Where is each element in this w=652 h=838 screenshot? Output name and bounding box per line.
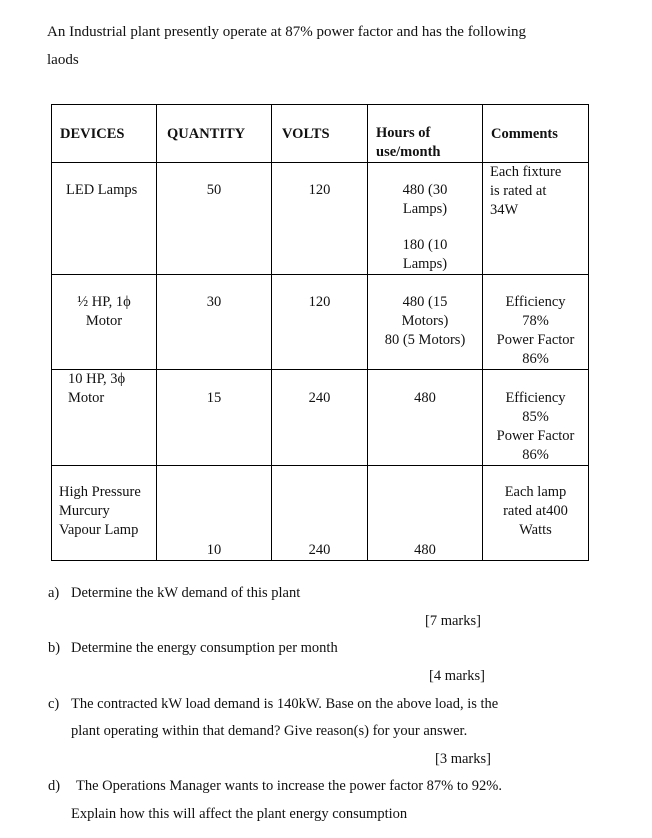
cell-hours: 480 (15 Motors) 80 (5 Motors)	[368, 275, 483, 370]
header-volts: VOLTS	[272, 105, 368, 163]
question-label: c)	[48, 696, 60, 712]
cell-volts: 120	[272, 163, 368, 275]
question-label: b)	[48, 640, 61, 656]
question-text: Determine the kW demand of this plant	[71, 585, 301, 601]
cell-hours: 480	[368, 466, 483, 561]
question-label: d)	[48, 778, 61, 794]
cell-quantity: 10	[157, 466, 272, 561]
cell-volts: 240	[272, 466, 368, 561]
cell-comment: Each fixture is rated at 34W	[483, 163, 589, 275]
intro-line-2: laods	[47, 52, 79, 68]
table-row	[52, 466, 589, 561]
question-marks: [3 marks]	[435, 751, 491, 767]
table-header-row	[52, 105, 589, 163]
cell-device: 10 HP, 3ϕ Motor	[52, 370, 157, 466]
header-comments: Comments	[483, 105, 589, 163]
cell-device: ½ HP, 1ϕ Motor	[52, 275, 157, 370]
table-row	[52, 163, 589, 275]
table-row	[52, 275, 589, 370]
cell-quantity: 50	[157, 163, 272, 275]
table-row	[52, 370, 589, 466]
intro-line-1: An Industrial plant presently operate at 87% power factor and has the following	[47, 24, 527, 40]
cell-device: High Pressure Murcury Vapour Lamp	[52, 466, 157, 561]
cell-hours: 480 (30 Lamps) 180 (10 Lamps)	[368, 163, 483, 275]
intro-paragraph	[47, 18, 607, 74]
question-label: a)	[48, 585, 60, 601]
loads-table	[51, 104, 589, 561]
question-text: Determine the energy consumption per month	[71, 640, 338, 656]
cell-comment: Efficiency 78% Power Factor 86%	[483, 275, 589, 370]
cell-comment: Efficiency 85% Power Factor 86%	[483, 370, 589, 466]
question-text-line-2: Explain how this will affect the plant energy consumption	[71, 806, 408, 822]
cell-device: LED Lamps	[52, 163, 157, 275]
cell-quantity: 30	[157, 275, 272, 370]
header-quantity: QUANTITY	[157, 105, 272, 163]
header-hours: Hours of use/month	[368, 105, 483, 163]
cell-quantity: 15	[157, 370, 272, 466]
question-marks: [7 marks]	[425, 613, 481, 629]
cell-comment: Each lamp rated at400 Watts	[483, 466, 589, 561]
question-text-line-1: The contracted kW load demand is 140kW. Base on the above load, is the	[71, 696, 499, 712]
question-text-line-2: plant operating within that demand? Give reason(s) for your answer.	[71, 723, 468, 739]
question-text-line-1: The Operations Manager wants to increase the power factor 87% to 92%.	[76, 778, 502, 794]
header-devices: DEVICES	[52, 105, 157, 163]
cell-volts: 240	[272, 370, 368, 466]
cell-volts: 120	[272, 275, 368, 370]
cell-hours: 480	[368, 370, 483, 466]
question-marks: [4 marks]	[429, 668, 485, 684]
